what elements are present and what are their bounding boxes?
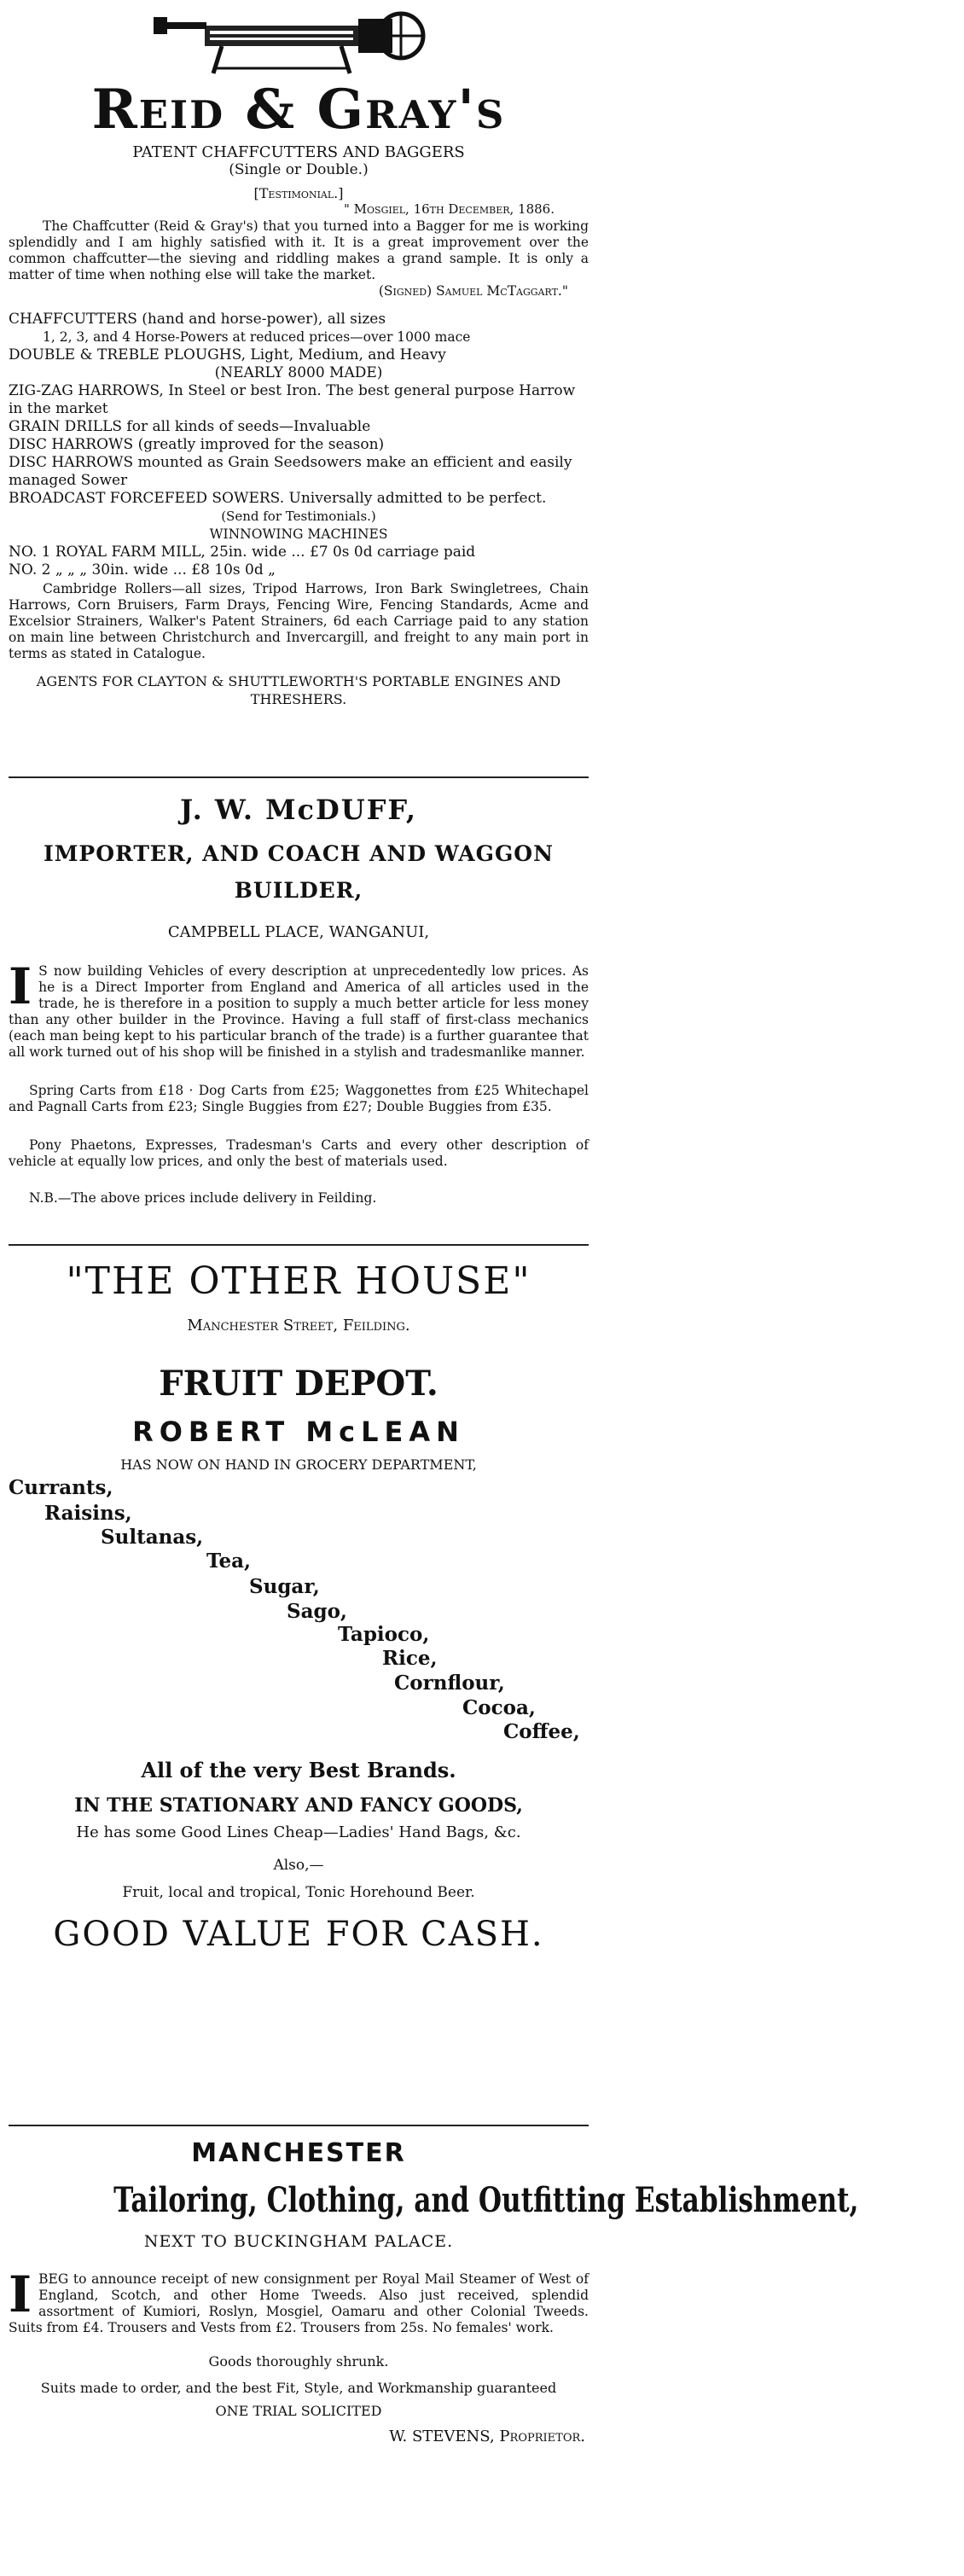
fruit-depot: FRUIT DEPOT. — [159, 1364, 438, 1404]
chaffcutter-illustration — [145, 0, 452, 75]
grocery-item: Tapioco, — [338, 1623, 430, 1646]
grocery-item: Cornflour, — [394, 1672, 505, 1695]
best-brands: All of the very Best Brands. — [141, 1758, 456, 1782]
reid-subtitle: PATENT CHAFFCUTTERS AND BAGGERS — [132, 143, 465, 161]
good-lines: He has some Good Lines Cheap—Ladies' Hand Bags, &c. — [76, 1823, 521, 1841]
grocery-item: Rice, — [382, 1647, 438, 1670]
mill-line-2: NO. 2 „ „ „ 30in. wide ... £8 10s 0d „ — [9, 561, 276, 579]
next-to-palace: NEXT TO BUCKINGHAM PALACE. — [143, 2232, 454, 2251]
stevens-dropcap: I — [9, 2265, 32, 2323]
grocery-item: Sugar, — [249, 1575, 320, 1598]
product-line: CHAFFCUTTERS (hand and horse-power), all sizes — [9, 311, 386, 328]
stevens-advert — [9, 2138, 859, 2573]
divider — [9, 776, 589, 778]
rollers-text: Cambridge Rollers—all sizes, Tripod Harrows, Iron Bark Swingletrees, Chain Harrows, Corn Bruisers, Farm Drays, Fencing Wire, Fencing Standards, Acme and Excelsior Strainers, Walker's Patent Strainers, 6d each Carriage paid to any station on main line between Christchurch and Invercargill, and freight to any main port in terms as stated in Catalogue. — [9, 581, 589, 661]
product-line: (Send for Testimonials.) — [221, 509, 376, 524]
good-value: GOOD VALUE FOR CASH. — [53, 1915, 544, 1954]
product-line: ZIG-ZAG HARROWS, In Steel or best Iron. The best general purpose Harrow in the market — [9, 382, 576, 417]
grocery-item: Currants, — [9, 1476, 113, 1499]
robert-mclean: ROBERT McLEAN — [132, 1416, 465, 1448]
grocery-item: Coffee, — [503, 1720, 580, 1743]
testimonial-date: " Mosgiel, 16th December, 1886. — [343, 201, 555, 217]
mcduff-name: J. W. McDUFF, — [179, 794, 418, 826]
product-line: GRAIN DRILLS for all kinds of seeds—Invaluable — [9, 418, 371, 435]
mill-line-1: NO. 1 ROYAL FARM MILL, 25in. wide ... £7 0s 0d carriage paid — [9, 544, 476, 561]
mcduff-advert — [9, 794, 589, 1254]
testimonial-body: The Chaffcutter (Reid & Gray's) that you turned into a Bagger for me is working splendidly and I am highly satisfied with it. It is a great improvement over the common chaffcutter—the sieving and riddling makes a grand sample. It is only a matter of time when nothing else will take the market. — [9, 218, 589, 282]
on-hand-line: HAS NOW ON HAND IN GROCERY DEPARTMENT, — [120, 1457, 477, 1473]
grocery-item: Tea, — [206, 1550, 252, 1573]
stevens-body: BEG to announce receipt of new consignment per Royal Mail Steamer of West of England, Scotch, and other Home Tweeds. Also just received, splendid assortment of Kumiori, Roslyn, Mosgiel, Oamaru and other Colonial Tweeds. Suits from £4. Trousers and Vests from £2. Trousers from 25s. No females' work. — [9, 2271, 589, 2335]
grocery-item: Sultanas, — [101, 1526, 204, 1549]
mcduff-dropcap: I — [9, 957, 32, 1015]
product-line: 1, 2, 3, and 4 Horse-Powers at reduced prices—over 1000 mace — [43, 329, 471, 345]
proprietor: W. STEVENS, Proprietor. — [389, 2428, 585, 2445]
mcduff-prices: Spring Carts from £18 · Dog Carts from £25; Waggonettes from £25 Whitechapel and Pagnall Carts from £23; Single Buggies from £27; Double Buggies from £35. — [9, 1083, 589, 1114]
grocery-item: Sago, — [287, 1600, 347, 1623]
product-line: DOUBLE & TREBLE PLOUGHS, Light, Medium, and Heavy — [9, 346, 446, 363]
product-line: DISC HARROWS (greatly improved for the season) — [9, 436, 385, 453]
manchester-title: MANCHESTER — [191, 2138, 406, 2168]
mcduff-address: CAMPBELL PLACE, WANGANUI, — [167, 923, 430, 941]
fruit-line: Fruit, local and tropical, Tonic Horehound Beer. — [122, 1884, 475, 1901]
mcduff-phaetons: Pony Phaetons, Expresses, Tradesman's Carts and every other description of vehicle at equally low prices, and only the best of materials used. — [9, 1137, 589, 1169]
mcduff-body: S now building Vehicles of every description at unprecedentedly low prices. As he is a Direct Importer from England and America of all articles used in the trade, he is therefore in a position to supply a much better article for less money than any other builder in the Province. Having a full staff of first-class mechanics (each man being kept to his particular branch of the trade) is a further guarantee that all work turned out of his shop will be finished in a stylish and tradesmanlike manner. — [9, 963, 589, 1060]
other-house-advert — [9, 1259, 589, 2120]
reid-gray-advert — [9, 0, 589, 772]
mcduff-line-1: IMPORTER, AND COACH AND WAGGON — [44, 841, 554, 866]
grocery-staircase — [9, 1476, 589, 1749]
reid-title: Reid & Gray's — [91, 78, 506, 142]
one-trial: ONE TRIAL SOLICITED — [215, 2403, 382, 2419]
mcduff-line-2: BUILDER, — [234, 878, 363, 903]
testimonial-head: [Testimonial.] — [253, 185, 344, 201]
divider — [9, 2125, 589, 2126]
product-line: WINNOWING MACHINES — [209, 526, 388, 542]
testimonial-sign: (Signed) Samuel McTaggart." — [378, 283, 568, 299]
agents-line: AGENTS FOR CLAYTON & SHUTTLEWORTH'S PORTABLE ENGINES AND THRESHERS. — [36, 673, 561, 707]
other-house-title: "THE OTHER HOUSE" — [66, 1259, 531, 1303]
goods-shrunk: Goods thoroughly shrunk. — [208, 2353, 389, 2370]
divider — [9, 1244, 589, 1246]
reid-subtitle-2: (Single or Double.) — [229, 161, 369, 178]
product-line: BROADCAST FORCEFEED SOWERS. Universally admitted to be perfect. — [9, 490, 547, 507]
product-line: (NEARLY 8000 MADE) — [214, 364, 383, 381]
grocery-item: Cocoa, — [462, 1696, 536, 1719]
product-line: DISC HARROWS mounted as Grain Seedsowers make an efficient and easily managed Sower — [9, 454, 572, 489]
grocery-item: Raisins, — [44, 1502, 132, 1525]
mcduff-nb: N.B.—The above prices include delivery in Feilding. — [29, 1190, 377, 1206]
tailoring-title: Tailoring, Clothing, and Outfitting Establishment, — [113, 2180, 859, 2220]
stationary-line: IN THE STATIONARY AND FANCY GOODS, — [74, 1794, 523, 1817]
also-line: Also,— — [273, 1857, 324, 1874]
suits-line: Suits made to order, and the best Fit, Style, and Workmanship guaranteed — [40, 2380, 557, 2396]
other-house-address: Manchester Street, Feilding. — [187, 1317, 410, 1335]
